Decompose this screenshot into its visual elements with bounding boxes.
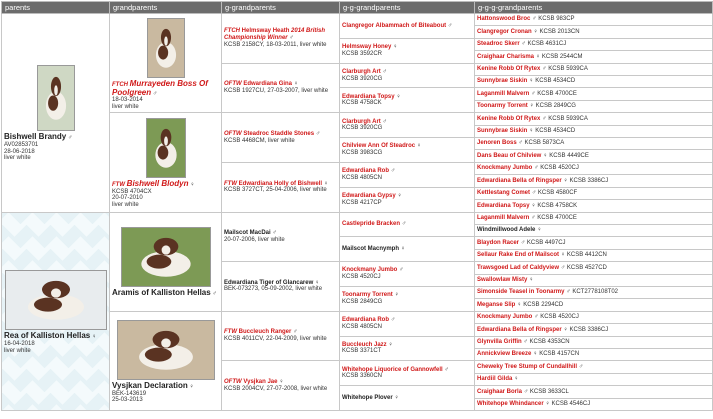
coat-color: liver white bbox=[112, 202, 139, 209]
male-icon: ♂ bbox=[542, 66, 547, 73]
male-icon: ♂ bbox=[401, 221, 407, 228]
registration-number: KCSB 3920CG bbox=[342, 125, 383, 132]
coat-color: liver white bbox=[4, 347, 31, 354]
male-icon: ♂ bbox=[560, 264, 566, 271]
grandparent-name[interactable]: Vysjkan Declaration bbox=[112, 380, 188, 390]
g-g-g-grandparent-cell[interactable] bbox=[475, 249, 713, 261]
registration-number: KCSB 4758CK bbox=[342, 100, 382, 107]
registration-number: KCSB 4631CJ bbox=[527, 41, 567, 48]
birth-date: 16-04-2018 bbox=[4, 341, 35, 348]
g-g-g-grandparent-cell[interactable] bbox=[475, 398, 713, 410]
dog-photo[interactable] bbox=[121, 227, 211, 287]
coat-color: liver white bbox=[112, 103, 139, 110]
g-g-g-grandparent-cell[interactable] bbox=[475, 150, 713, 162]
g-g-g-grandparent-cell[interactable] bbox=[475, 324, 713, 336]
male-icon: ♂ bbox=[390, 168, 396, 175]
g-g-g-grandparent-name[interactable]: Knockmany Jumbo bbox=[477, 165, 533, 172]
g-g-g-grandparent-name[interactable]: Knockmany Jumbo bbox=[477, 314, 533, 321]
registration-number: KCSB 3360CN bbox=[342, 373, 383, 380]
g-g-grandparent-name[interactable]: Edwardiana Gypsy bbox=[342, 193, 396, 199]
g-g-g-grandparent-name[interactable]: Trawsgoed Lad of Caldyview bbox=[477, 264, 560, 271]
g-g-g-grandparent-cell[interactable] bbox=[475, 386, 713, 398]
g-g-g-grandparent-cell[interactable] bbox=[475, 212, 713, 224]
female-icon: ♀ bbox=[416, 143, 422, 150]
registration-number: KCT2778108T02 bbox=[572, 289, 619, 296]
female-icon: ♀ bbox=[529, 128, 534, 135]
g-g-g-grandparent-cell[interactable] bbox=[475, 113, 713, 125]
g-grandparent-cell[interactable] bbox=[222, 14, 340, 64]
female-icon: ♀ bbox=[393, 44, 398, 51]
grandparent-name[interactable]: Murrayeden Boss Of Poolgreen bbox=[112, 78, 208, 97]
g-g-g-grandparent-cell[interactable] bbox=[475, 311, 713, 323]
female-icon: ♀ bbox=[537, 227, 542, 234]
g-grandparent-cell[interactable] bbox=[222, 162, 340, 212]
registration-number: KCSB 4805CN bbox=[342, 174, 383, 181]
grandparent-name[interactable]: Bishwell Blodyn bbox=[126, 179, 189, 189]
g-g-grandparent-cell[interactable] bbox=[340, 262, 475, 287]
g-g-g-grandparent-name[interactable]: Sunnybrae Siskin bbox=[477, 78, 528, 85]
g-g-grandparent-cell[interactable] bbox=[340, 361, 475, 386]
g-g-grandparent-name[interactable]: Edwardiana Rob bbox=[342, 168, 390, 175]
g-grandparent-cell[interactable] bbox=[222, 262, 340, 312]
g-g-g-grandparent-cell[interactable] bbox=[475, 162, 713, 174]
male-icon: ♂ bbox=[534, 314, 539, 321]
g-g-grandparent-name[interactable]: Clarburgh Art bbox=[342, 68, 381, 75]
birth-date: 28-06-2018 bbox=[4, 148, 35, 155]
title-badge: OFTW bbox=[224, 81, 242, 88]
registration-number: KCSB 3983CG bbox=[342, 149, 383, 156]
female-icon: ♀ bbox=[394, 394, 399, 401]
g-grandparent-cell[interactable] bbox=[222, 63, 340, 113]
g-g-g-grandparent-name[interactable]: Clangregor Cronan bbox=[477, 28, 532, 35]
birth-date: 18-03-2014 bbox=[112, 97, 143, 104]
g-grandparent-name[interactable]: Steadroc Staddle Stones bbox=[243, 130, 315, 137]
registration-number: KCSB 4353CN bbox=[529, 338, 570, 345]
dog-info: KCSB 2158CY, 18-03-2011, liver white bbox=[224, 41, 327, 48]
male-icon: ♂ bbox=[566, 289, 571, 296]
parent-cell[interactable] bbox=[2, 14, 110, 213]
male-icon: ♂ bbox=[293, 329, 298, 336]
g-g-g-grandparent-cell[interactable] bbox=[475, 138, 713, 150]
g-g-g-grandparent-cell[interactable] bbox=[475, 63, 713, 75]
title-badge: FTCH bbox=[112, 81, 128, 88]
female-icon: ♀ bbox=[560, 252, 566, 259]
male-icon: ♂ bbox=[382, 118, 387, 125]
registration-number: KCSB 4520CJ bbox=[540, 314, 579, 321]
dog-info: KCSB 4011CV, 22-04-2009, liver white bbox=[224, 336, 327, 343]
female-icon: ♀ bbox=[189, 383, 194, 390]
registration-number: KCSB 2849CG bbox=[535, 103, 576, 110]
registration-number: AV02853701 bbox=[4, 142, 39, 149]
male-icon: ♂ bbox=[532, 16, 537, 23]
male-icon: ♂ bbox=[152, 90, 158, 97]
g-g-g-grandparent-name[interactable]: Kenine Robb Of Rytex bbox=[477, 115, 541, 122]
parent-name[interactable]: Bishwell Brandy bbox=[4, 132, 67, 142]
registration-number: KCSB 2294CD bbox=[523, 301, 564, 308]
g-grandparent-name[interactable]: Edwardiana Tiger of Glancarew bbox=[224, 279, 314, 286]
male-icon: ♂ bbox=[531, 90, 536, 97]
female-icon: ♀ bbox=[533, 351, 538, 358]
female-icon: ♀ bbox=[279, 379, 284, 386]
pedigree-table bbox=[1, 1, 713, 411]
male-icon: ♂ bbox=[520, 239, 526, 246]
registration-number: KCSB 4527CD bbox=[566, 264, 607, 271]
female-icon: ♀ bbox=[545, 401, 550, 407]
female-icon: ♀ bbox=[400, 245, 406, 252]
title-badge: OFTW bbox=[224, 130, 242, 137]
registration-number: KCSB 4534CD bbox=[535, 128, 576, 135]
g-g-grandparent-cell[interactable] bbox=[340, 237, 475, 262]
registration-number: KCSB 4700CE bbox=[537, 214, 577, 221]
g-g-grandparent-cell[interactable] bbox=[340, 63, 475, 88]
dog-info: BEK-073273, 05-09-2002, liver white bbox=[224, 286, 323, 293]
g-g-g-grandparent-cell[interactable] bbox=[475, 100, 713, 112]
g-g-g-grandparent-cell[interactable] bbox=[475, 14, 713, 26]
registration-number: KCSB 3920CG bbox=[342, 75, 383, 82]
female-icon: ♀ bbox=[563, 177, 568, 184]
male-icon: ♂ bbox=[521, 41, 526, 48]
male-icon: ♂ bbox=[523, 388, 529, 395]
title-badge: FTW bbox=[224, 180, 237, 187]
dog-photo[interactable] bbox=[147, 18, 185, 78]
g-g-g-grandparent-cell[interactable] bbox=[475, 274, 713, 286]
male-icon: ♂ bbox=[212, 291, 217, 298]
g-g-g-grandparent-name[interactable]: Sunnybrae Siskin bbox=[477, 128, 528, 135]
male-icon: ♂ bbox=[67, 135, 73, 142]
g-g-g-grandparent-name[interactable]: Hattonswood Broc bbox=[477, 16, 531, 23]
g-g-g-grandparent-name[interactable]: Hardiil Gilda bbox=[477, 376, 513, 383]
registration-number: KCSB 3592CR bbox=[342, 50, 383, 57]
g-grandparent-name[interactable]: Helmsway Heath bbox=[241, 28, 290, 35]
title-badge: FTW bbox=[112, 182, 125, 189]
registration-number: KCSB 5939CA bbox=[548, 115, 588, 122]
female-icon: ♀ bbox=[529, 276, 534, 283]
pedigree-row bbox=[2, 14, 713, 26]
female-icon: ♀ bbox=[563, 326, 568, 333]
g-g-g-grandparent-name[interactable]: Dans Beau of Chilview bbox=[477, 152, 542, 159]
dog-info: KCSB 3727CT, 25-04-2006, liver white bbox=[224, 187, 327, 194]
female-icon: ♀ bbox=[293, 81, 299, 88]
g-g-grandparent-name[interactable]: Clangregor Albammach of Biteabout bbox=[342, 22, 447, 29]
g-g-g-grandparent-name[interactable]: Toonarmy Torrent bbox=[477, 103, 528, 110]
g-g-grandparent-name[interactable]: Toonarmy Torrent bbox=[342, 292, 393, 299]
male-icon: ♂ bbox=[315, 130, 321, 137]
g-g-g-grandparent-cell[interactable] bbox=[475, 51, 713, 63]
g-g-grandparent-cell[interactable] bbox=[340, 386, 475, 411]
g-g-g-grandparent-name[interactable]: Cheweky Tree Stump of Cundallhill bbox=[477, 363, 578, 370]
registration-number: KCSB 3633CL bbox=[529, 388, 569, 395]
registration-number: KCSB 4520CJ bbox=[540, 165, 579, 172]
g-g-g-grandparent-cell[interactable] bbox=[475, 26, 713, 38]
g-g-g-grandparent-name[interactable]: Laganmill Malvern bbox=[477, 214, 530, 221]
registration-number: KCSB 4412CN bbox=[566, 252, 607, 259]
female-icon: ♀ bbox=[533, 28, 538, 35]
female-icon: ♀ bbox=[517, 301, 522, 308]
g-g-g-grandparent-name[interactable]: Glynvilla Griffin bbox=[477, 338, 522, 345]
male-icon: ♂ bbox=[531, 214, 536, 221]
birth-date: 25-03-2013 bbox=[112, 397, 143, 404]
registration-number: KCSB 3386CJ bbox=[569, 177, 609, 184]
female-icon: ♀ bbox=[190, 182, 195, 189]
g-g-grandparent-cell[interactable] bbox=[340, 286, 475, 311]
registration-number: KCSB 4449CE bbox=[549, 152, 589, 159]
registration-number: KCSB 4546CJ bbox=[551, 401, 591, 407]
grandparent-name[interactable]: Aramis of Kalliston Hellas bbox=[112, 288, 211, 298]
g-g-g-grandparent-name[interactable]: Jenoren Boss bbox=[477, 140, 517, 147]
female-icon: ♀ bbox=[396, 93, 401, 100]
g-g-grandparent-name[interactable]: Knockmany Jumbo bbox=[342, 267, 398, 274]
g-g-grandparent-name[interactable]: Whitehope Liquorice of Gannowfell bbox=[342, 366, 443, 373]
g-g-g-grandparent-name[interactable]: Whitehope Whindancer bbox=[477, 401, 544, 407]
g-g-g-grandparent-cell[interactable] bbox=[475, 336, 713, 348]
registration-number: KCSB 3371CT bbox=[342, 348, 382, 355]
g-g-g-grandparent-name[interactable]: Kenine Robb Of Rytex bbox=[477, 66, 541, 73]
g-g-g-grandparent-name[interactable]: Simonside Teasel in Toonarmy bbox=[477, 289, 565, 296]
g-g-g-grandparent-name[interactable]: Steadroc Skerr bbox=[477, 41, 520, 48]
female-icon: ♀ bbox=[529, 78, 534, 85]
g-grandparent-cell[interactable] bbox=[222, 113, 340, 163]
g-g-grandparent-cell[interactable] bbox=[340, 38, 475, 63]
g-g-g-grandparent-cell[interactable] bbox=[475, 187, 713, 199]
award-text: 2014 British Championship Winner bbox=[224, 28, 326, 42]
header-row bbox=[2, 2, 713, 14]
grandparent-cell[interactable] bbox=[110, 14, 222, 113]
g-g-g-grandparent-cell[interactable] bbox=[475, 76, 713, 88]
grandparent-cell[interactable] bbox=[110, 311, 222, 410]
g-g-grandparent-name[interactable]: Edwardiana Topsy bbox=[342, 93, 395, 100]
g-grandparent-name[interactable]: Mailscot MacDai bbox=[224, 230, 271, 237]
dog-photo[interactable] bbox=[5, 270, 107, 330]
male-icon: ♂ bbox=[542, 115, 547, 122]
female-icon: ♀ bbox=[314, 279, 320, 286]
g-g-grandparent-cell[interactable] bbox=[340, 113, 475, 138]
registration-number: KCSB 4217CP bbox=[342, 199, 382, 206]
dog-info: KCSB 1927CU, 27-03-2007, liver white bbox=[224, 87, 329, 94]
dog-photo[interactable] bbox=[117, 320, 215, 380]
registration-number: KCSB 4534CD bbox=[535, 78, 576, 85]
dog-photo[interactable] bbox=[37, 65, 75, 131]
g-g-grandparent-cell[interactable] bbox=[340, 336, 475, 361]
g-grandparent-name[interactable]: Buccleuch Ranger bbox=[238, 329, 292, 336]
registration-number: KCSB 3386CJ bbox=[569, 326, 609, 333]
female-icon: ♀ bbox=[514, 376, 519, 383]
registration-number: KCSB 983CP bbox=[538, 16, 575, 23]
g-g-g-grandparent-name[interactable]: Kettlestang Comet bbox=[477, 190, 531, 197]
g-g-grandparent-cell[interactable] bbox=[340, 14, 475, 39]
female-icon: ♀ bbox=[91, 334, 97, 341]
dog-photo[interactable] bbox=[146, 118, 186, 178]
g-g-g-grandparent-cell[interactable] bbox=[475, 175, 713, 187]
dog-info: KCSB 4468CM, liver white bbox=[224, 137, 295, 144]
g-g-g-grandparent-cell[interactable] bbox=[475, 361, 713, 373]
title-badge: OFTW bbox=[224, 379, 242, 386]
male-icon: ♂ bbox=[578, 363, 584, 370]
dog-info: KCSB 2004CV, 27-07-2008, liver white bbox=[224, 385, 328, 392]
registration-number: KCSB 4497CJ bbox=[526, 239, 566, 246]
g-g-grandparent-cell[interactable] bbox=[340, 212, 475, 237]
dog-info: 20-07-2006, liver white bbox=[224, 236, 285, 243]
g-g-g-grandparent-cell[interactable] bbox=[475, 125, 713, 137]
registration-number: KCSB 2849CG bbox=[342, 298, 383, 305]
male-icon: ♂ bbox=[390, 317, 396, 324]
registration-number: KCSB 4758CK bbox=[537, 202, 578, 209]
female-icon: ♀ bbox=[394, 292, 399, 299]
g-g-g-grandparent-cell[interactable] bbox=[475, 38, 713, 50]
g-g-g-grandparent-cell[interactable] bbox=[475, 237, 713, 249]
g-g-g-grandparent-name[interactable]: Windmillwood Adele bbox=[477, 227, 536, 234]
g-grandparent-name[interactable]: Edwardiana Holly of Bishwell bbox=[238, 180, 323, 187]
female-icon: ♀ bbox=[397, 193, 402, 199]
g-g-g-grandparent-name[interactable]: Sellaur Rake End of Mailscot bbox=[477, 252, 560, 259]
registration-number: KCSB 4520CJ bbox=[342, 274, 381, 281]
registration-number: KCSB 4700CE bbox=[537, 90, 577, 97]
g-g-grandparent-cell[interactable] bbox=[340, 187, 475, 212]
g-g-grandparent-name[interactable]: Edwardiana Rob bbox=[342, 317, 390, 324]
female-icon: ♀ bbox=[323, 180, 329, 187]
page-footer bbox=[0, 411, 713, 419]
g-g-g-grandparent-name[interactable]: Edwardiana Bella of Ringsper bbox=[477, 177, 562, 184]
g-grandparent-cell[interactable] bbox=[222, 311, 340, 361]
header-g-grandparents: g-grandparents bbox=[222, 2, 340, 14]
g-g-grandparent-cell[interactable] bbox=[340, 311, 475, 336]
g-g-grandparent-name[interactable]: Chilview Ann Of Steadroc bbox=[342, 143, 416, 150]
g-g-grandparent-name[interactable]: Whitehope Plover bbox=[342, 394, 393, 401]
g-grandparent-cell[interactable] bbox=[222, 212, 340, 262]
g-g-grandparent-name[interactable]: Mailscot Macnymph bbox=[342, 245, 400, 252]
g-grandparent-name[interactable]: Edwardiana Gina bbox=[243, 81, 293, 88]
grandparent-cell[interactable] bbox=[110, 212, 222, 311]
grandparent-cell[interactable] bbox=[110, 113, 222, 212]
g-grandparent-cell[interactable] bbox=[222, 361, 340, 411]
g-g-g-grandparent-name[interactable]: Craighaar Charisma bbox=[477, 53, 535, 60]
registration-number: KCSB 5873CA bbox=[524, 140, 565, 147]
g-g-g-grandparent-name[interactable]: Swallowlaw Misty bbox=[477, 276, 528, 283]
male-icon: ♂ bbox=[534, 165, 539, 172]
g-g-g-grandparent-name[interactable]: Laganmill Malvern bbox=[477, 90, 530, 97]
registration-number: KCSB 2544CM bbox=[541, 53, 583, 60]
female-icon: ♀ bbox=[535, 53, 541, 60]
title-badge: FTW bbox=[224, 329, 237, 336]
g-g-g-grandparent-cell[interactable] bbox=[475, 348, 713, 360]
g-g-grandparent-name[interactable]: Clarburgh Art bbox=[342, 118, 381, 125]
title-badge: FTCH bbox=[224, 28, 240, 35]
header-grandparents: grandparents bbox=[110, 2, 222, 14]
male-icon: ♂ bbox=[272, 230, 277, 237]
g-g-g-grandparent-cell[interactable] bbox=[475, 299, 713, 311]
g-g-g-grandparent-name[interactable]: Edwardiana Topsy bbox=[477, 202, 530, 209]
g-g-g-grandparent-name[interactable]: Annickview Breeze bbox=[477, 351, 532, 358]
header-g-g-g-grandparents: g-g-g-grandparents bbox=[475, 2, 713, 14]
g-g-grandparent-cell[interactable] bbox=[340, 162, 475, 187]
male-icon: ♂ bbox=[444, 366, 449, 373]
header-parents: parents bbox=[2, 2, 110, 14]
header-g-g-grandparents: g-g-grandparents bbox=[340, 2, 475, 14]
g-g-g-grandparent-name[interactable]: Craighaar Borla bbox=[477, 388, 523, 395]
registration-number: KCSB 4157CN bbox=[539, 351, 580, 358]
male-icon: ♂ bbox=[523, 338, 528, 345]
parent-cell[interactable] bbox=[2, 212, 110, 411]
g-g-grandparent-name[interactable]: Castlepride Bracken bbox=[342, 221, 401, 228]
g-g-grandparent-name[interactable]: Buccleuch Jazz bbox=[342, 341, 387, 348]
male-icon: ♂ bbox=[518, 140, 523, 147]
g-g-g-grandparent-cell[interactable] bbox=[475, 373, 713, 385]
registration-number: KCSB 4704CX bbox=[112, 188, 152, 195]
registration-number: KCSB 5939CA bbox=[548, 66, 588, 73]
g-g-g-grandparent-cell[interactable] bbox=[475, 88, 713, 100]
male-icon: ♂ bbox=[382, 68, 387, 75]
g-g-g-grandparent-name[interactable]: Meganse Slip bbox=[477, 301, 516, 308]
g-g-grandparent-name[interactable]: Helmsway Honey bbox=[342, 44, 392, 51]
male-icon: ♂ bbox=[289, 35, 294, 42]
g-g-g-grandparent-cell[interactable] bbox=[475, 262, 713, 274]
g-g-g-grandparent-name[interactable]: Blaydon Racer bbox=[477, 239, 520, 246]
registration-number: KCSB 2013CN bbox=[539, 28, 580, 35]
male-icon: ♂ bbox=[399, 267, 404, 274]
birth-date: 20-07-2010 bbox=[112, 195, 143, 202]
registration-number: KCSB 4580CF bbox=[537, 190, 578, 197]
registration-number: BEK-143619 bbox=[112, 390, 147, 397]
female-icon: ♀ bbox=[529, 103, 534, 110]
male-icon: ♂ bbox=[531, 190, 537, 197]
g-g-g-grandparent-name[interactable]: Edwardiana Bella of Ringsper bbox=[477, 326, 562, 333]
g-g-grandparent-cell[interactable] bbox=[340, 138, 475, 163]
coat-color: liver white bbox=[4, 155, 31, 162]
g-g-grandparent-cell[interactable] bbox=[340, 88, 475, 113]
registration-number: KCSB 4805CN bbox=[342, 323, 383, 330]
female-icon: ♀ bbox=[531, 202, 536, 209]
g-g-g-grandparent-cell[interactable] bbox=[475, 224, 713, 236]
male-icon: ♂ bbox=[447, 22, 453, 29]
g-g-g-grandparent-cell[interactable] bbox=[475, 200, 713, 212]
female-icon: ♀ bbox=[543, 152, 548, 159]
pedigree-row bbox=[2, 212, 713, 224]
g-g-g-grandparent-cell[interactable] bbox=[475, 286, 713, 298]
female-icon: ♀ bbox=[388, 341, 393, 348]
parent-name[interactable]: Rea of Kalliston Hellas bbox=[4, 331, 91, 341]
g-grandparent-name[interactable]: Vysjkan Jae bbox=[243, 379, 278, 386]
